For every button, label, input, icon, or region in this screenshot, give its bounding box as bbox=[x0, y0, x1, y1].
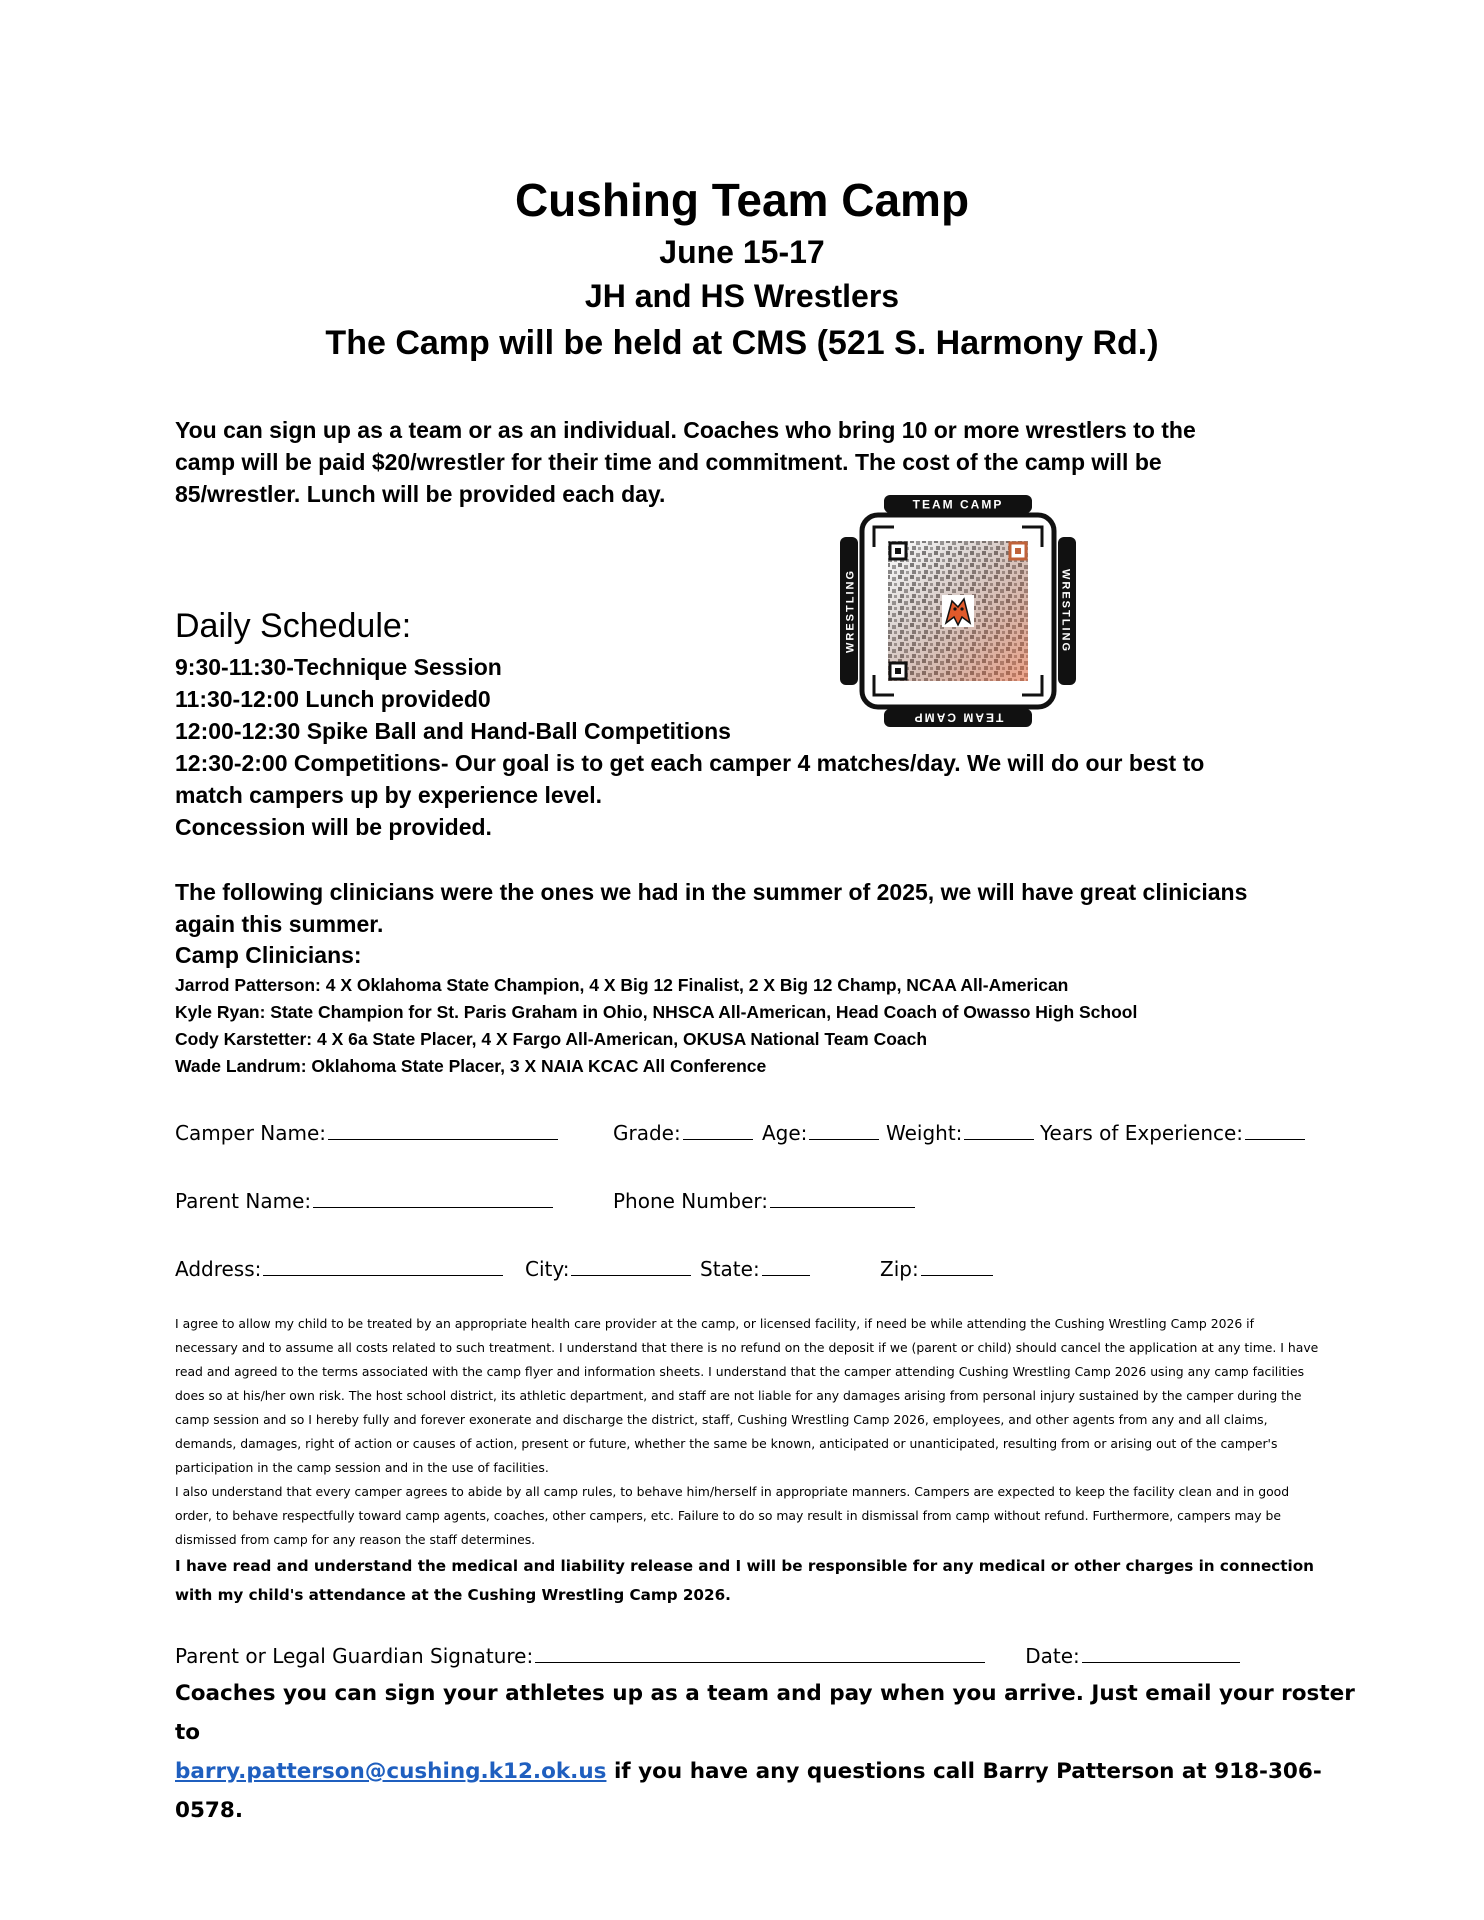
zip-field[interactable] bbox=[880, 1253, 993, 1282]
city-label: City: bbox=[525, 1257, 570, 1281]
schedule-item: 9:30-11:30-Technique Session bbox=[175, 654, 502, 680]
schedule-item: 12:00-12:30 Spike Ball and Hand-Ball Competitions bbox=[175, 718, 731, 744]
age-label: Age: bbox=[762, 1121, 808, 1145]
form-row-address bbox=[0, 1253, 1484, 1283]
clinicians-intro bbox=[175, 876, 1315, 940]
email-link[interactable]: barry.patterson@cushing.k12.ok.us bbox=[175, 1759, 607, 1784]
signature-field[interactable] bbox=[175, 1644, 985, 1668]
coach-footer bbox=[175, 1674, 1375, 1830]
liability-release bbox=[175, 1312, 1320, 1610]
release-acknowledgement: I have read and understand the medical and liability release and I will be responsible for any medical or other charges in connection with my child's attendance at the Cushing Wrestling Camp 2026. bbox=[175, 1557, 1314, 1604]
date-label: Date: bbox=[1025, 1644, 1080, 1668]
state-label: State: bbox=[700, 1257, 760, 1281]
zip-label: Zip: bbox=[880, 1257, 919, 1281]
page-title: Cushing Team Camp bbox=[514, 174, 970, 226]
clinicians-intro-line: The following clinicians were the ones we had in the summer of 2025, we will have great clinicians bbox=[175, 879, 1248, 905]
clinician-item: Wade Landrum: Oklahoma State Placer, 3 X NAIA KCAC All Conference bbox=[175, 1056, 767, 1076]
experience-label: Years of Experience: bbox=[1040, 1121, 1244, 1145]
age-field[interactable] bbox=[762, 1117, 879, 1146]
form-row-parent bbox=[0, 1185, 1484, 1215]
signature-row bbox=[175, 1640, 1375, 1669]
intro-line: camp will be paid $20/wrestler for their time and commitment. The cost of the camp will be bbox=[175, 449, 1162, 475]
badge-top-text: TEAM CAMP bbox=[912, 497, 1004, 512]
camper-name-field[interactable] bbox=[175, 1117, 558, 1146]
clinicians-list bbox=[175, 972, 1315, 1080]
schedule-item: match campers up by experience level. bbox=[175, 782, 602, 808]
camp-audience: JH and HS Wrestlers bbox=[584, 278, 900, 314]
weight-label: Weight: bbox=[886, 1121, 963, 1145]
camper-name-label: Camper Name: bbox=[175, 1121, 327, 1145]
intro-paragraph bbox=[175, 414, 1285, 510]
badge-right-text: WRESTLING bbox=[1059, 569, 1072, 653]
qr-finder bbox=[1010, 543, 1026, 559]
schedule-item: Concession will be provided. bbox=[175, 814, 492, 840]
tiger-logo-icon bbox=[942, 595, 974, 627]
schedule-heading: Daily Schedule: bbox=[175, 607, 412, 645]
signature-label: Parent or Legal Guardian Signature: bbox=[175, 1644, 534, 1668]
experience-field[interactable] bbox=[1040, 1117, 1305, 1146]
clinicians-heading: Camp Clinicians: bbox=[175, 942, 362, 968]
clinician-item: Jarrod Patterson: 4 X Oklahoma State Champion, 4 X Big 12 Finalist, 2 X Big 12 Champ, NCAA All-American bbox=[175, 975, 1069, 995]
header bbox=[0, 172, 1484, 366]
form-row-camper bbox=[0, 1117, 1484, 1147]
weight-field[interactable] bbox=[886, 1117, 1034, 1146]
grade-field[interactable] bbox=[613, 1117, 753, 1146]
coach-footer-line bbox=[175, 1752, 1375, 1830]
clinicians-intro-line: again this summer. bbox=[175, 911, 384, 937]
grade-label: Grade: bbox=[613, 1121, 681, 1145]
schedule-item: 11:30-12:00 Lunch provided0 bbox=[175, 686, 491, 712]
date-field[interactable] bbox=[1025, 1644, 1240, 1668]
city-field[interactable] bbox=[525, 1253, 691, 1282]
contact-text: if you have any questions call Barry Patterson at 918-306-0578. bbox=[175, 1759, 1322, 1823]
schedule-list bbox=[175, 651, 1295, 843]
intro-line: You can sign up as a team or as an individual. Coaches who bring 10 or more wrestlers to the bbox=[175, 417, 1196, 443]
clinician-item: Kyle Ryan: State Champion for St. Paris Graham in Ohio, NHSCA All-American, Head Coach of Owasso High School bbox=[175, 1002, 1138, 1022]
schedule-item: 12:30-2:00 Competitions- Our goal is to get each camper 4 matches/day. We will do our best to bbox=[175, 750, 1205, 776]
parent-name-label: Parent Name: bbox=[175, 1189, 312, 1213]
phone-field[interactable] bbox=[613, 1185, 915, 1214]
address-field[interactable] bbox=[175, 1253, 503, 1282]
badge-bottom-text: TEAM CAMP bbox=[912, 710, 1004, 725]
clinician-item: Cody Karstetter: 4 X 6a State Placer, 4 X Fargo All-American, OKUSA National Team Coach bbox=[175, 1029, 928, 1049]
parent-name-field[interactable] bbox=[175, 1185, 553, 1214]
coach-footer-line: Coaches you can sign your athletes up as a team and pay when you arrive. Just email your roster to bbox=[175, 1681, 1355, 1745]
intro-line: 85/wrestler. Lunch will be provided each day. bbox=[175, 481, 666, 507]
qr-finder bbox=[890, 543, 906, 559]
state-field[interactable] bbox=[700, 1253, 810, 1282]
badge-left-text: WRESTLING bbox=[844, 569, 857, 653]
release-paragraph: I agree to allow my child to be treated by an appropriate health care provider at the camp, or licensed facility, if need be while attending the Cushing Wrestling Camp 2026 if necessary and to assume all costs related to such treatment. I understand that there is no refund on the deposit if we (parent or child) should cancel the application at any time. I have read and agreed to the terms associated with the camp flyer and information sheets. I understand that the camper attending Cushing Wrestling Camp 2026 using any camp facilities does so at his/her own risk. The host school district, its athletic department, and staff are not liable for any damages arising from personal injury sustained by the camper during the camp session and so I hereby fully and forever exonerate and discharge the district, staff, Cushing Wrestling Camp 2026, employees, and other agents from any and all claims, demands, damages, right of action or causes of action, present or future, whether the same be known, anticipated or unanticipated, resulting from or arising out of the camper's participation in the camp session and in the use of facilities. bbox=[175, 1316, 1319, 1475]
camp-location: The Camp will be held at CMS (521 S. Harmony Rd.) bbox=[325, 324, 1159, 362]
release-paragraph: I also understand that every camper agrees to abide by all camp rules, to behave him/herself in appropriate manners. Campers are expected to keep the facility clean and in good order, to behave respectfully toward camp agents, coaches, other campers, etc. Failure to do so may result in dismissal from camp without refund. Furthermore, campers may be dismissed from camp for any reason the staff determines. bbox=[175, 1484, 1290, 1547]
address-label: Address: bbox=[175, 1257, 262, 1281]
phone-label: Phone Number: bbox=[613, 1189, 769, 1213]
camp-dates: June 15-17 bbox=[659, 234, 825, 270]
